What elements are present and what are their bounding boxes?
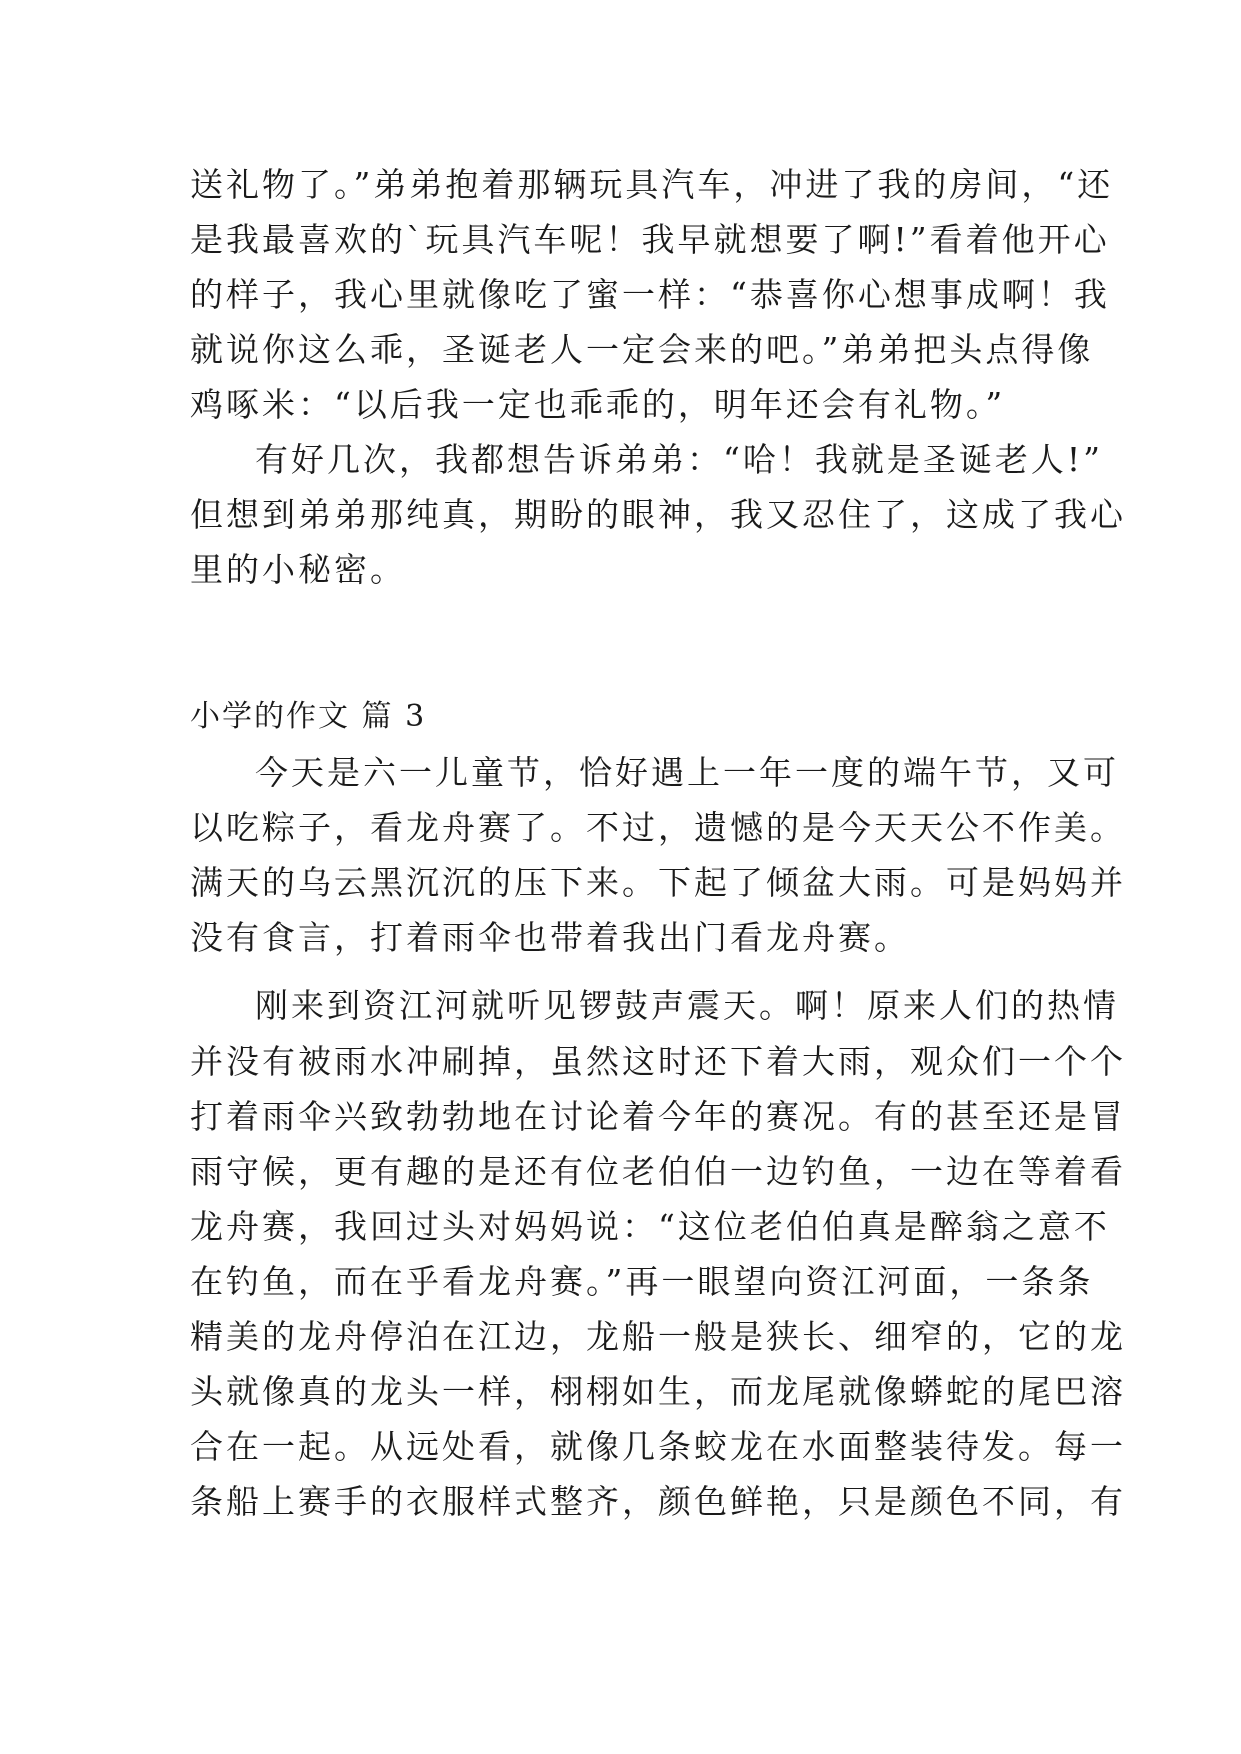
text-line: 今天是六一儿童节，恰好遇上一年一度的端午节，又可 (255, 753, 1119, 792)
text-line: 里的小秘密。 (190, 550, 406, 589)
text-line: 条船上赛手的衣服样式整齐，颜色鲜艳，只是颜色不同，有 (190, 1482, 1126, 1521)
text-line: 头就像真的龙头一样，栩栩如生，而龙尾就像蟒蛇的尾巴溶 (190, 1372, 1126, 1411)
text-line: 的样子，我心里就像吃了蜜一样：“恭喜你心想事成啊！我 (190, 275, 1110, 314)
text-line: 但想到弟弟那纯真，期盼的眼神，我又忍住了，这成了我心 (190, 495, 1126, 534)
text-line: 满天的乌云黑沉沉的压下来。下起了倾盆大雨。可是妈妈并 (190, 863, 1126, 902)
text-line: 龙舟赛，我回过头对妈妈说：“这位老伯伯真是醉翁之意不 (190, 1207, 1110, 1246)
text-line: 雨守候，更有趣的是还有位老伯伯一边钓鱼，一边在等着看 (190, 1152, 1126, 1191)
text-line: 精美的龙舟停泊在江边，龙船一般是狭长、细窄的，它的龙 (190, 1317, 1126, 1356)
text-line: 没有食言，打着雨伞也带着我出门看龙舟赛。 (190, 918, 910, 957)
text-line: 就说你这么乖，圣诞老人一定会来的吧。”弟弟把头点得像 (190, 330, 1094, 369)
text-line: 送礼物了。”弟弟抱着那辆玩具汽车，冲进了我的房间，“还 (190, 165, 1114, 204)
text-line: 打着雨伞兴致勃勃地在讨论着今年的赛况。有的甚至还是冒 (190, 1097, 1126, 1136)
text-line: 合在一起。从远处看，就像几条蛟龙在水面整装待发。每一 (190, 1427, 1126, 1466)
text-line: 是我最喜欢的`玩具汽车呢！我早就想要了啊!”看着他开心 (190, 220, 1110, 259)
text-line: 在钓鱼，而在乎看龙舟赛。”再一眼望向资江河面，一条条 (190, 1262, 1094, 1301)
text-line: 鸡啄米：“以后我一定也乖乖的，明年还会有礼物。” (190, 385, 1006, 424)
text-line: 刚来到资江河就听见锣鼓声震天。啊！原来人们的热情 (255, 986, 1119, 1025)
text-line: 有好几次，我都想告诉弟弟：“哈！我就是圣诞老人!” (255, 440, 1104, 479)
text-line: 以吃粽子，看龙舟赛了。不过，遗憾的是今天天公不作美。 (190, 808, 1126, 847)
text-line: 并没有被雨水冲刷掉，虽然这时还下着大雨，观众们一个个 (190, 1042, 1126, 1081)
section-title: 小学的作文 篇 3 (190, 699, 427, 734)
